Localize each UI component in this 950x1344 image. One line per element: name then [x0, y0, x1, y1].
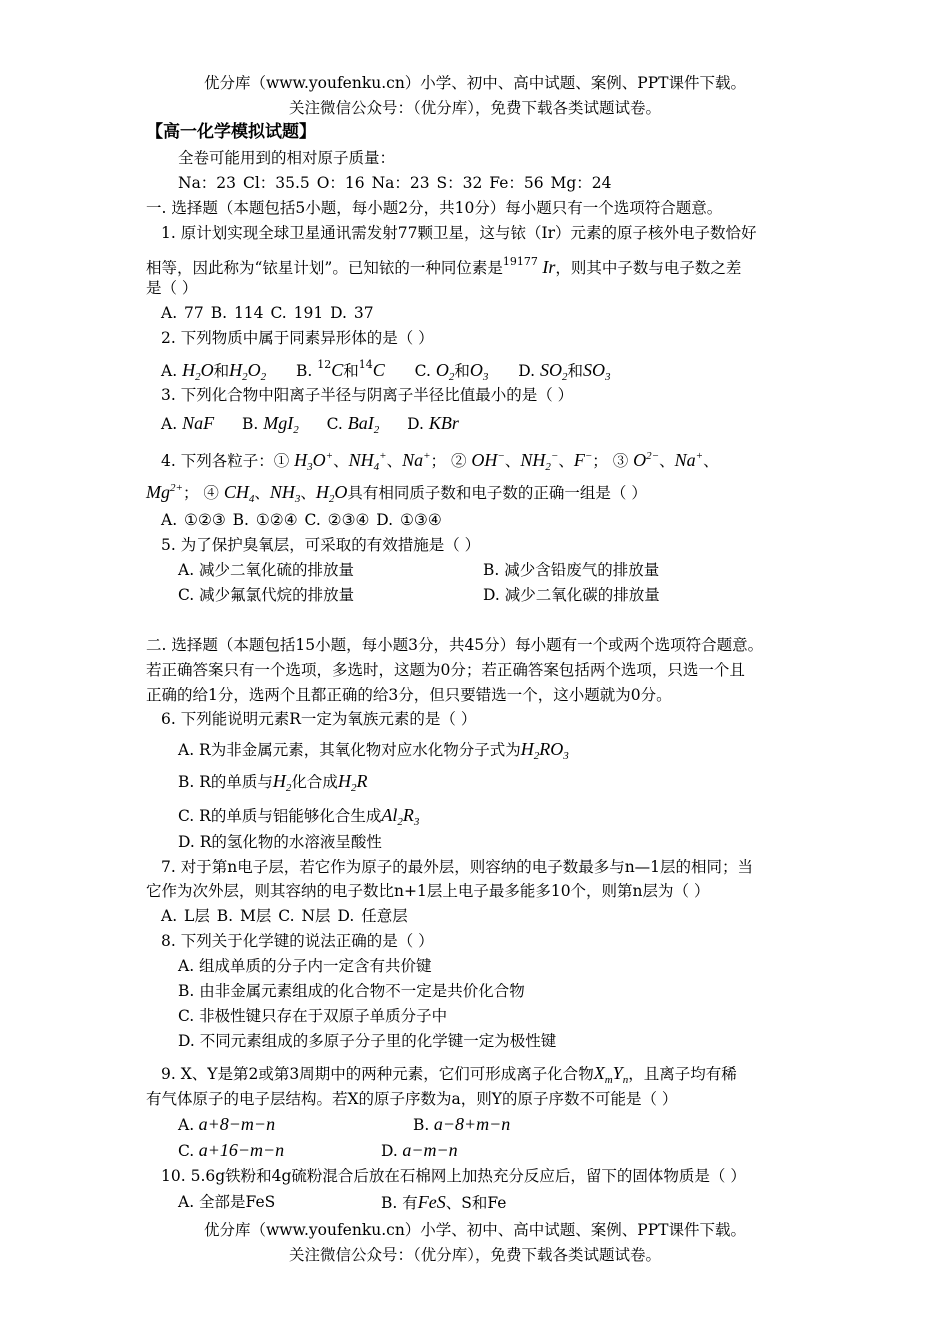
atomic-mass-intro: 全卷可能用到的相对原子质量： — [178, 149, 396, 167]
q7-line-2: 它作为次外层，则其容纳的电子数比n+1层上电子最多能多10个，则第n层为（ ） — [146, 882, 710, 900]
atomic-mass-values: Na：23 Cl：35.5 O：16 Na：23 S：32 Fe：56 Mg：24 — [178, 174, 612, 192]
footer-line-2: 关注微信公众号：（优分库），免费下载各类试题试卷。 — [288, 1246, 661, 1264]
q9-option-c: C. a+16−m−n — [178, 1140, 285, 1160]
footer-line-1: 优分库（www.youfenku.cn）小学、初中、高中试题、案例、PPT课件下载。 — [203, 1221, 747, 1239]
header-line-1: 优分库（www.youfenku.cn）小学、初中、高中试题、案例、PPT课件下载。 — [203, 74, 747, 92]
q9-option-b: B. a−8+m−n — [413, 1114, 511, 1134]
q8-option-b: B. 由非金属元素组成的化合物不一定是共价化合物 — [178, 982, 525, 1000]
q1-options: A. 77 B. 114 C. 191 D. 37 — [161, 304, 374, 322]
q6-stem: 6. 下列能说明元素R一定为氧族元素的是（ ） — [161, 710, 477, 728]
q5-stem: 5. 为了保护臭氧层，可采取的有效措施是（ ） — [161, 536, 481, 554]
q9-option-d: D. a−m−n — [381, 1140, 458, 1160]
q6-option-c: C. R的单质与铝能够化合生成$Al_2R_3$ — [178, 805, 420, 828]
section2-heading-3: 正确的给1分，选两个且都正确的给3分，但只要错选一个，这小题就为0分。 — [146, 686, 672, 704]
q8-stem: 8. 下列关于化学键的说法正确的是（ ） — [161, 932, 434, 950]
q1-line-2: 相等，因此称为“铱星计划”。已知铱的一种同位素是$^{19177}$ Ir，则其中子数与电子数之差 — [146, 255, 742, 277]
q9-line-2: 有气体原子的电子层结构。若X的原子序数为a，则Y的原子序数不可能是（ ） — [146, 1090, 678, 1108]
q9-option-a: A. a+8−m−n — [178, 1114, 276, 1134]
q7-line-1: 7. 对于第n电子层，若它作为原子的最外层，则容纳的电子数最多与n—1层的相同；当 — [161, 858, 754, 876]
q3-stem: 3. 下列化合物中阳离子半径与阴离子半径比值最小的是（ ） — [161, 386, 574, 404]
q10-stem: 10. 5.6g铁粉和4g硫粉混合后放在石棉网上加热充分反应后，留下的固体物质是（ ） — [161, 1167, 746, 1185]
section2-heading-2: 若正确答案只有一个选项，多选时，这题为0分；若正确答案包括两个选项，只选一个且 — [146, 661, 745, 679]
q6-option-b: B. R的单质与$H_2$化合成$H_2R$ — [178, 771, 368, 794]
section2-heading-1: 二. 选择题（本题包括15小题，每小题3分，共45分）每小题有一个或两个选项符合题意。 — [146, 636, 764, 654]
q6-option-d: D. R的氢化物的水溶液呈酸性 — [178, 833, 382, 851]
q2-options: A. $H_2O$和$H_2O_2$ B. $^{12}$C和$^{14}$C C. $O_2$和$O_3$ D. $SO_2$和$SO_3$ — [161, 358, 611, 383]
q3-options: A. NaF B. MgI$_2$ C. BaI$_2$ D. KBr — [161, 413, 459, 436]
q4-options: A. ①②③ B. ①②④ C. ②③④ D. ①③④ — [161, 511, 442, 529]
q4-line-1: 4. 下列各粒子：① $H_3O^+$、$NH_4^+$、Na+； ② OH−、$NH_2^-$、F−； ③ $O^{2-}$、Na+、 — [161, 450, 719, 473]
q5-option-c: C. 减少氟氯代烷的排放量 — [178, 586, 355, 604]
page-title: 【高一化学模拟试题】 — [146, 122, 316, 142]
section1-heading: 一. 选择题（本题包括5小题，每小题2分，共10分）每小题只有一个选项符合题意。 — [146, 199, 723, 217]
q7-options: A. L层 B. M层 C. N层 D. 任意层 — [161, 907, 408, 925]
q5-option-a: A. 减少二氧化硫的排放量 — [178, 561, 355, 579]
header-line-2: 关注微信公众号：（优分库），免费下载各类试题试卷。 — [288, 99, 661, 117]
q4-line-2: $Mg^{2+}$； ④ $CH_4$、$NH_3$、$H_2O$具有相同质子数和电子数的正确一组是（ ） — [146, 482, 647, 505]
q10-option-b: B. 有FeS、S和Fe — [381, 1192, 507, 1212]
q5-option-d: D. 减少二氧化碳的排放量 — [483, 586, 660, 604]
q2-stem: 2. 下列物质中属于同素异形体的是（ ） — [161, 329, 434, 347]
q6-option-a: A. R为非金属元素，其氧化物对应水化物分子式为$H_2RO_3$ — [178, 739, 569, 762]
q8-option-a: A. 组成单质的分子内一定含有共价键 — [178, 957, 432, 975]
q1-line-1: 1. 原计划实现全球卫星通讯需发射77颗卫星，这与铱（Ir）元素的原子核外电子数恰好 — [161, 224, 757, 242]
q10-option-a: A. 全部是FeS — [178, 1193, 276, 1211]
q5-option-b: B. 减少含铅废气的排放量 — [483, 561, 660, 579]
q9-line-1: 9. X、Y是第2或第3周期中的两种元素，它们可形成离子化合物$X_mY_n$，且离子均有稀 — [161, 1063, 737, 1086]
q8-option-d: D. 不同元素组成的多原子分子里的化学键一定为极性键 — [178, 1032, 557, 1050]
q8-option-c: C. 非极性键只存在于双原子单质分子中 — [178, 1007, 448, 1025]
q1-line-3: 是（ ） — [146, 279, 198, 297]
